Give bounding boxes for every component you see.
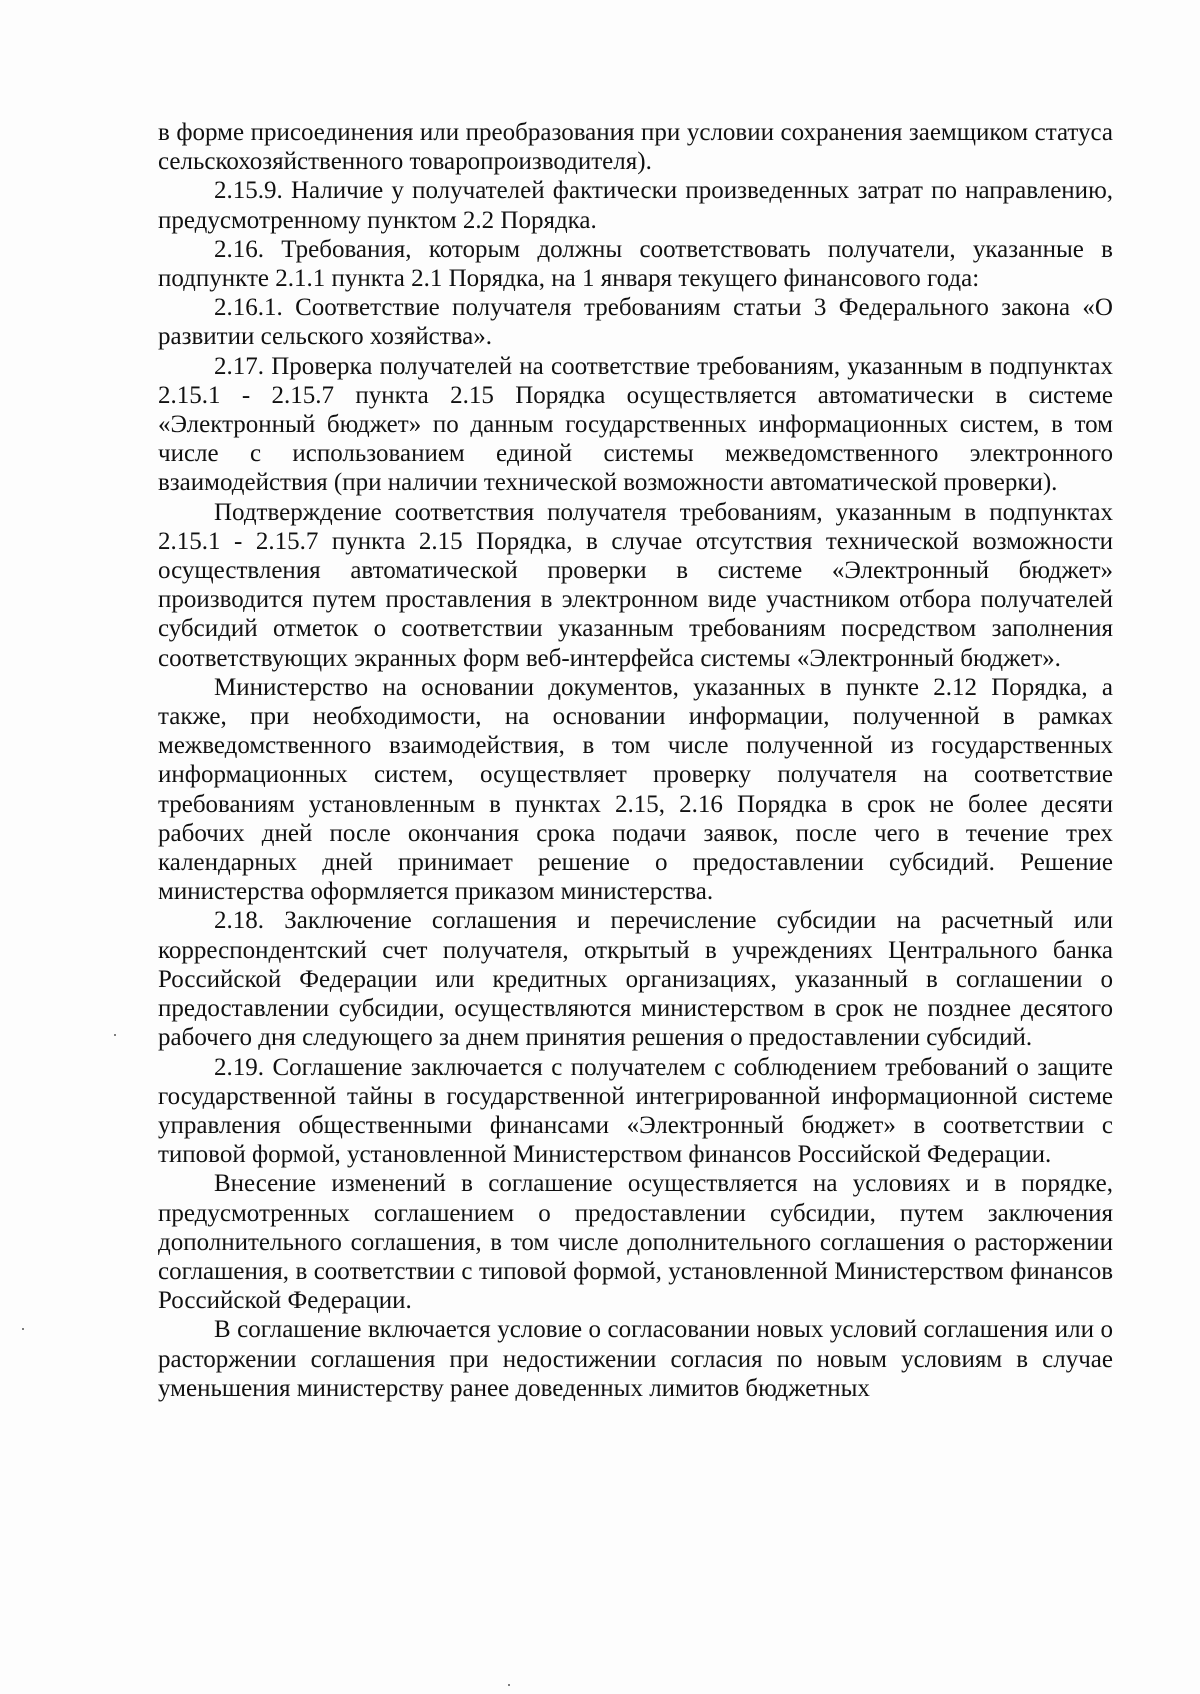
paragraph-2-18: 2.18. Заключение соглашения и перечисление субсидии на расчетный или корреспондентский счет получателя, открытый в учреждениях Центрального банка Российской Федерации или кредитных организациях, указанный в соглашении о предоставлении субсидии, осуществляются министерством в срок не позднее десятого рабочего дня следующего за днем принятия решения о предоставлении субсидий. bbox=[158, 907, 1113, 1052]
paragraph-amendments: Внесение изменений в соглашение осуществляется на условиях и в порядке, предусмотренных соглашением о предоставлении субсидии, путем заключения дополнительного соглашения, в том числе дополнительного соглашения о расторжении соглашения, в соответствии с типовой формой, установленной Министерством финансов Российской Федерации. bbox=[158, 1170, 1113, 1315]
paragraph-2-15-9: 2.15.9. Наличие у получателей фактически произведенных затрат по направлению, предусмотренному пунктом 2.2 Порядка. bbox=[158, 177, 1113, 234]
paragraph-continuation: в форме присоединения или преобразования при условии сохранения заемщиком статуса сельскохозяйственного товаропроизводителя). bbox=[158, 119, 1113, 176]
paragraph-2-19: 2.19. Соглашение заключается с получателем с соблюдением требований о защите государственной тайны в государственной интегрированной информационной системе управления общественными финансами «Электронный бюджет» в соответствии с типовой формой, установленной Министерством финансов Российской Федерации. bbox=[158, 1053, 1113, 1169]
scan-speck bbox=[114, 1034, 116, 1036]
paragraph-confirmation: Подтверждение соответствия получателя требованиям, указанным в подпунктах 2.15.1 - 2.15.7 пункта 2.15 Порядка, в случае отсутствия технической возможности осуществления автоматической проверки в системе «Электронный бюджет» производится путем проставления в электронном виде участником отбора получателей субсидий отметок о соответствии указанным требованиям посредством заполнения соответствующих экранных форм веб-интерфейса системы «Электронный бюджет». bbox=[158, 498, 1113, 672]
paragraph-agreement-conditions: В соглашение включается условие о согласовании новых условий соглашения или о расторжении соглашения при недостижении согласия по новым условиям в случае уменьшения министерству ранее доведенных лимитов бюджетных bbox=[158, 1316, 1113, 1402]
paragraph-2-17: 2.17. Проверка получателей на соответствие требованиям, указанным в подпунктах 2.15.1 - 2.15.7 пункта 2.15 Порядка осуществляется автоматически в системе «Электронный бюджет» по данным государственных информационных систем, в том числе с использованием единой системы межведомственного электронного взаимодействия (при наличии технической возможности автоматической проверки). bbox=[158, 352, 1113, 497]
scan-speck bbox=[22, 1328, 24, 1330]
paragraph-2-16: 2.16. Требования, которым должны соответствовать получатели, указанные в подпункте 2.1.1 пункта 2.1 Порядка, на 1 января текущего финансового года: bbox=[158, 235, 1113, 293]
paragraph-ministry-check: Министерство на основании документов, указанных в пункте 2.12 Порядка, а также, при необходимости, на основании информации, полученной в рамках межведомственного взаимодействия, в том числе полученной из государственных информационных систем, осуществляет проверку получателя на соответствие требованиям установленным в пунктах 2.15, 2.16 Порядка в срок не более десяти рабочих дней после окончания срока подачи заявок, после чего в течение трех календарных дней принимает решение о предоставлении субсидий. Решение министерства оформляется приказом министерства. bbox=[158, 673, 1113, 906]
scan-speck bbox=[508, 1684, 510, 1686]
document-body bbox=[158, 118, 1113, 1403]
paragraph-2-16-1: 2.16.1. Соответствие получателя требованиям статьи 3 Федерального закона «О развитии сельского хозяйства». bbox=[158, 294, 1113, 351]
